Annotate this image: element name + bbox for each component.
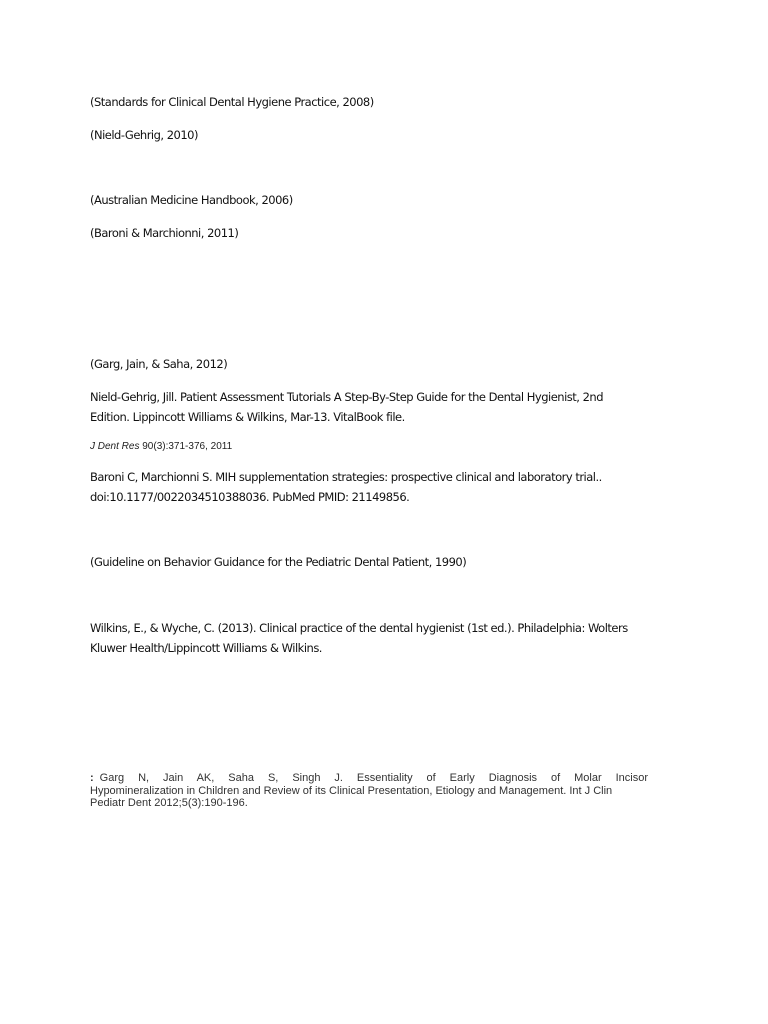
footnote-line: Hypomineralization in Children and Review of its Clinical Presentation, Etiology and Management. Int J Clin (90, 784, 613, 797)
citation-nield-gehrig: (Nield-Gehrig, 2010) (90, 128, 198, 142)
journal-name: J Dent Res (90, 441, 140, 452)
citation-baroni-marchionni: (Baroni & Marchionni, 2011) (90, 226, 239, 240)
reference-j-dent-res (90, 440, 232, 454)
reference-line: Kluwer Health/Lippincott Williams & Wilkins. (90, 641, 322, 655)
reference-line: Nield-Gehrig, Jill. Patient Assessment Tutorials A Step-By-Step Guide for the Dental Hygienist, 2nd (90, 390, 603, 404)
reference-line: Edition. Lippincott Williams & Wilkins, Mar-13. VitalBook file. (90, 410, 405, 424)
citation-guideline-behavior-guidance: (Guideline on Behavior Guidance for the Pediatric Dental Patient, 1990) (90, 555, 467, 569)
reference-nield-gehrig (90, 387, 650, 427)
reference-baroni (90, 467, 650, 507)
journal-details: 90(3):371-376, 2011 (139, 441, 233, 452)
reference-line: Wilkins, E., & Wyche, C. (2013). Clinical practice of the dental hygienist (1st ed.). Philadelphia: Wolters (90, 621, 628, 635)
citation-garg-jain-saha: (Garg, Jain, & Saha, 2012) (90, 357, 228, 371)
reference-wilkins-wyche (90, 618, 650, 658)
footnote-line: Pediatr Dent 2012;5(3):190-196. (90, 797, 248, 809)
citation-standards: (Standards for Clinical Dental Hygiene Practice, 2008) (90, 95, 374, 109)
footnote-line: : Garg N, Jain AK, Saha S, Singh J. Essentiality of Early Diagnosis of Molar Incisor (90, 772, 648, 784)
reference-garg-footnote (90, 772, 648, 810)
citation-australian-medicine-handbook: (Australian Medicine Handbook, 2006) (90, 193, 293, 207)
footnote-colon: : (90, 772, 94, 784)
reference-line: doi:10.1177/0022034510388036. PubMed PMID: 21149856. (90, 490, 410, 504)
reference-line: Baroni C, Marchionni S. MIH supplementation strategies: prospective clinical and laboratory trial.. (90, 470, 602, 484)
